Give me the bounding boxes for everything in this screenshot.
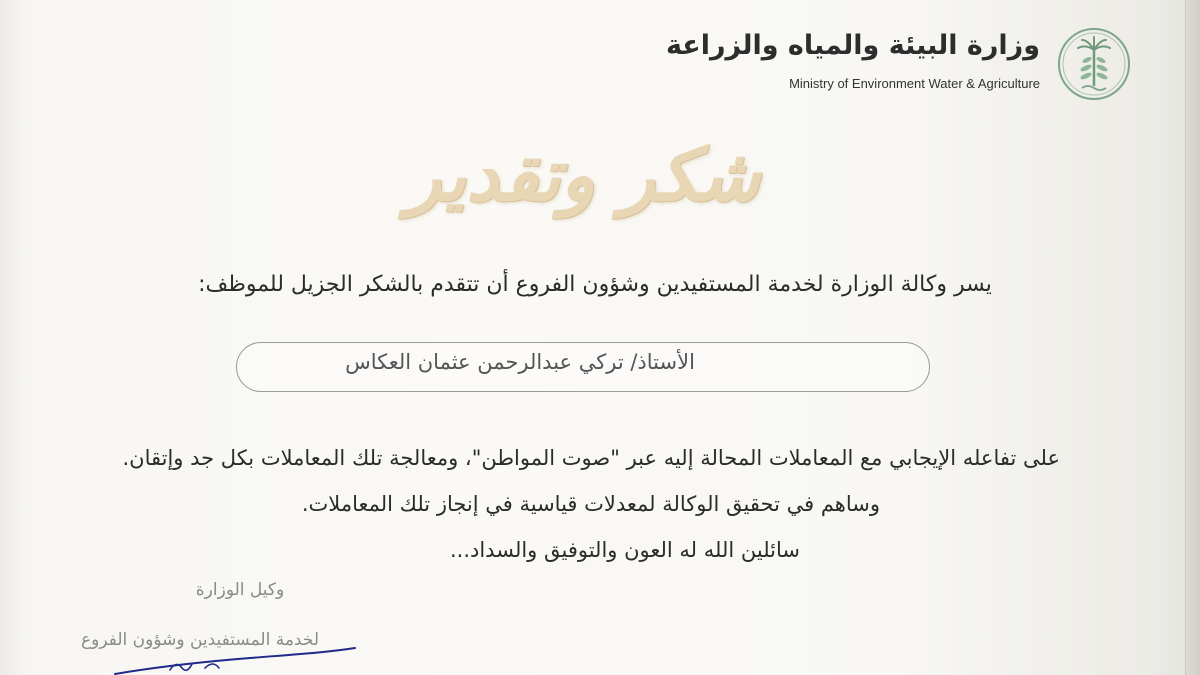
palm-tree-emblem-icon [1056, 26, 1132, 102]
handwritten-signature [110, 640, 360, 675]
paper-shadow [0, 0, 28, 675]
ministry-name-arabic: وزارة البيئة والمياه والزراعة [665, 30, 1040, 61]
body-line: على تفاعله الإيجابي مع المعاملات المحالة إليه عبر "صوت المواطن"، ومعالجة تلك المعاملات بكل جد وإتقان. [122, 446, 1060, 470]
ministry-name-english: Ministry of Environment Water & Agriculture [789, 76, 1040, 91]
intro-text: يسر وكالة الوزارة لخدمة المستفيدين وشؤون الفروع أن تتقدم بالشكر الجزيل للموظف: [198, 272, 992, 297]
closing-line: سائلين الله له العون والتوفيق والسداد... [449, 538, 800, 562]
employee-name: الأستاذ/ تركي عبدالرحمن عثمان العكاس [345, 350, 695, 374]
paper-edge [1185, 0, 1200, 675]
signatory-title: وكيل الوزارة [195, 580, 285, 600]
body-line: وساهم في تحقيق الوكالة لمعدلات قياسية في إنجاز تلك المعاملات. [301, 492, 880, 516]
certificate-title: شكر وتقدير [406, 132, 760, 217]
signatory-department: لخدمة المستفيدين وشؤون الفروع [80, 630, 320, 650]
